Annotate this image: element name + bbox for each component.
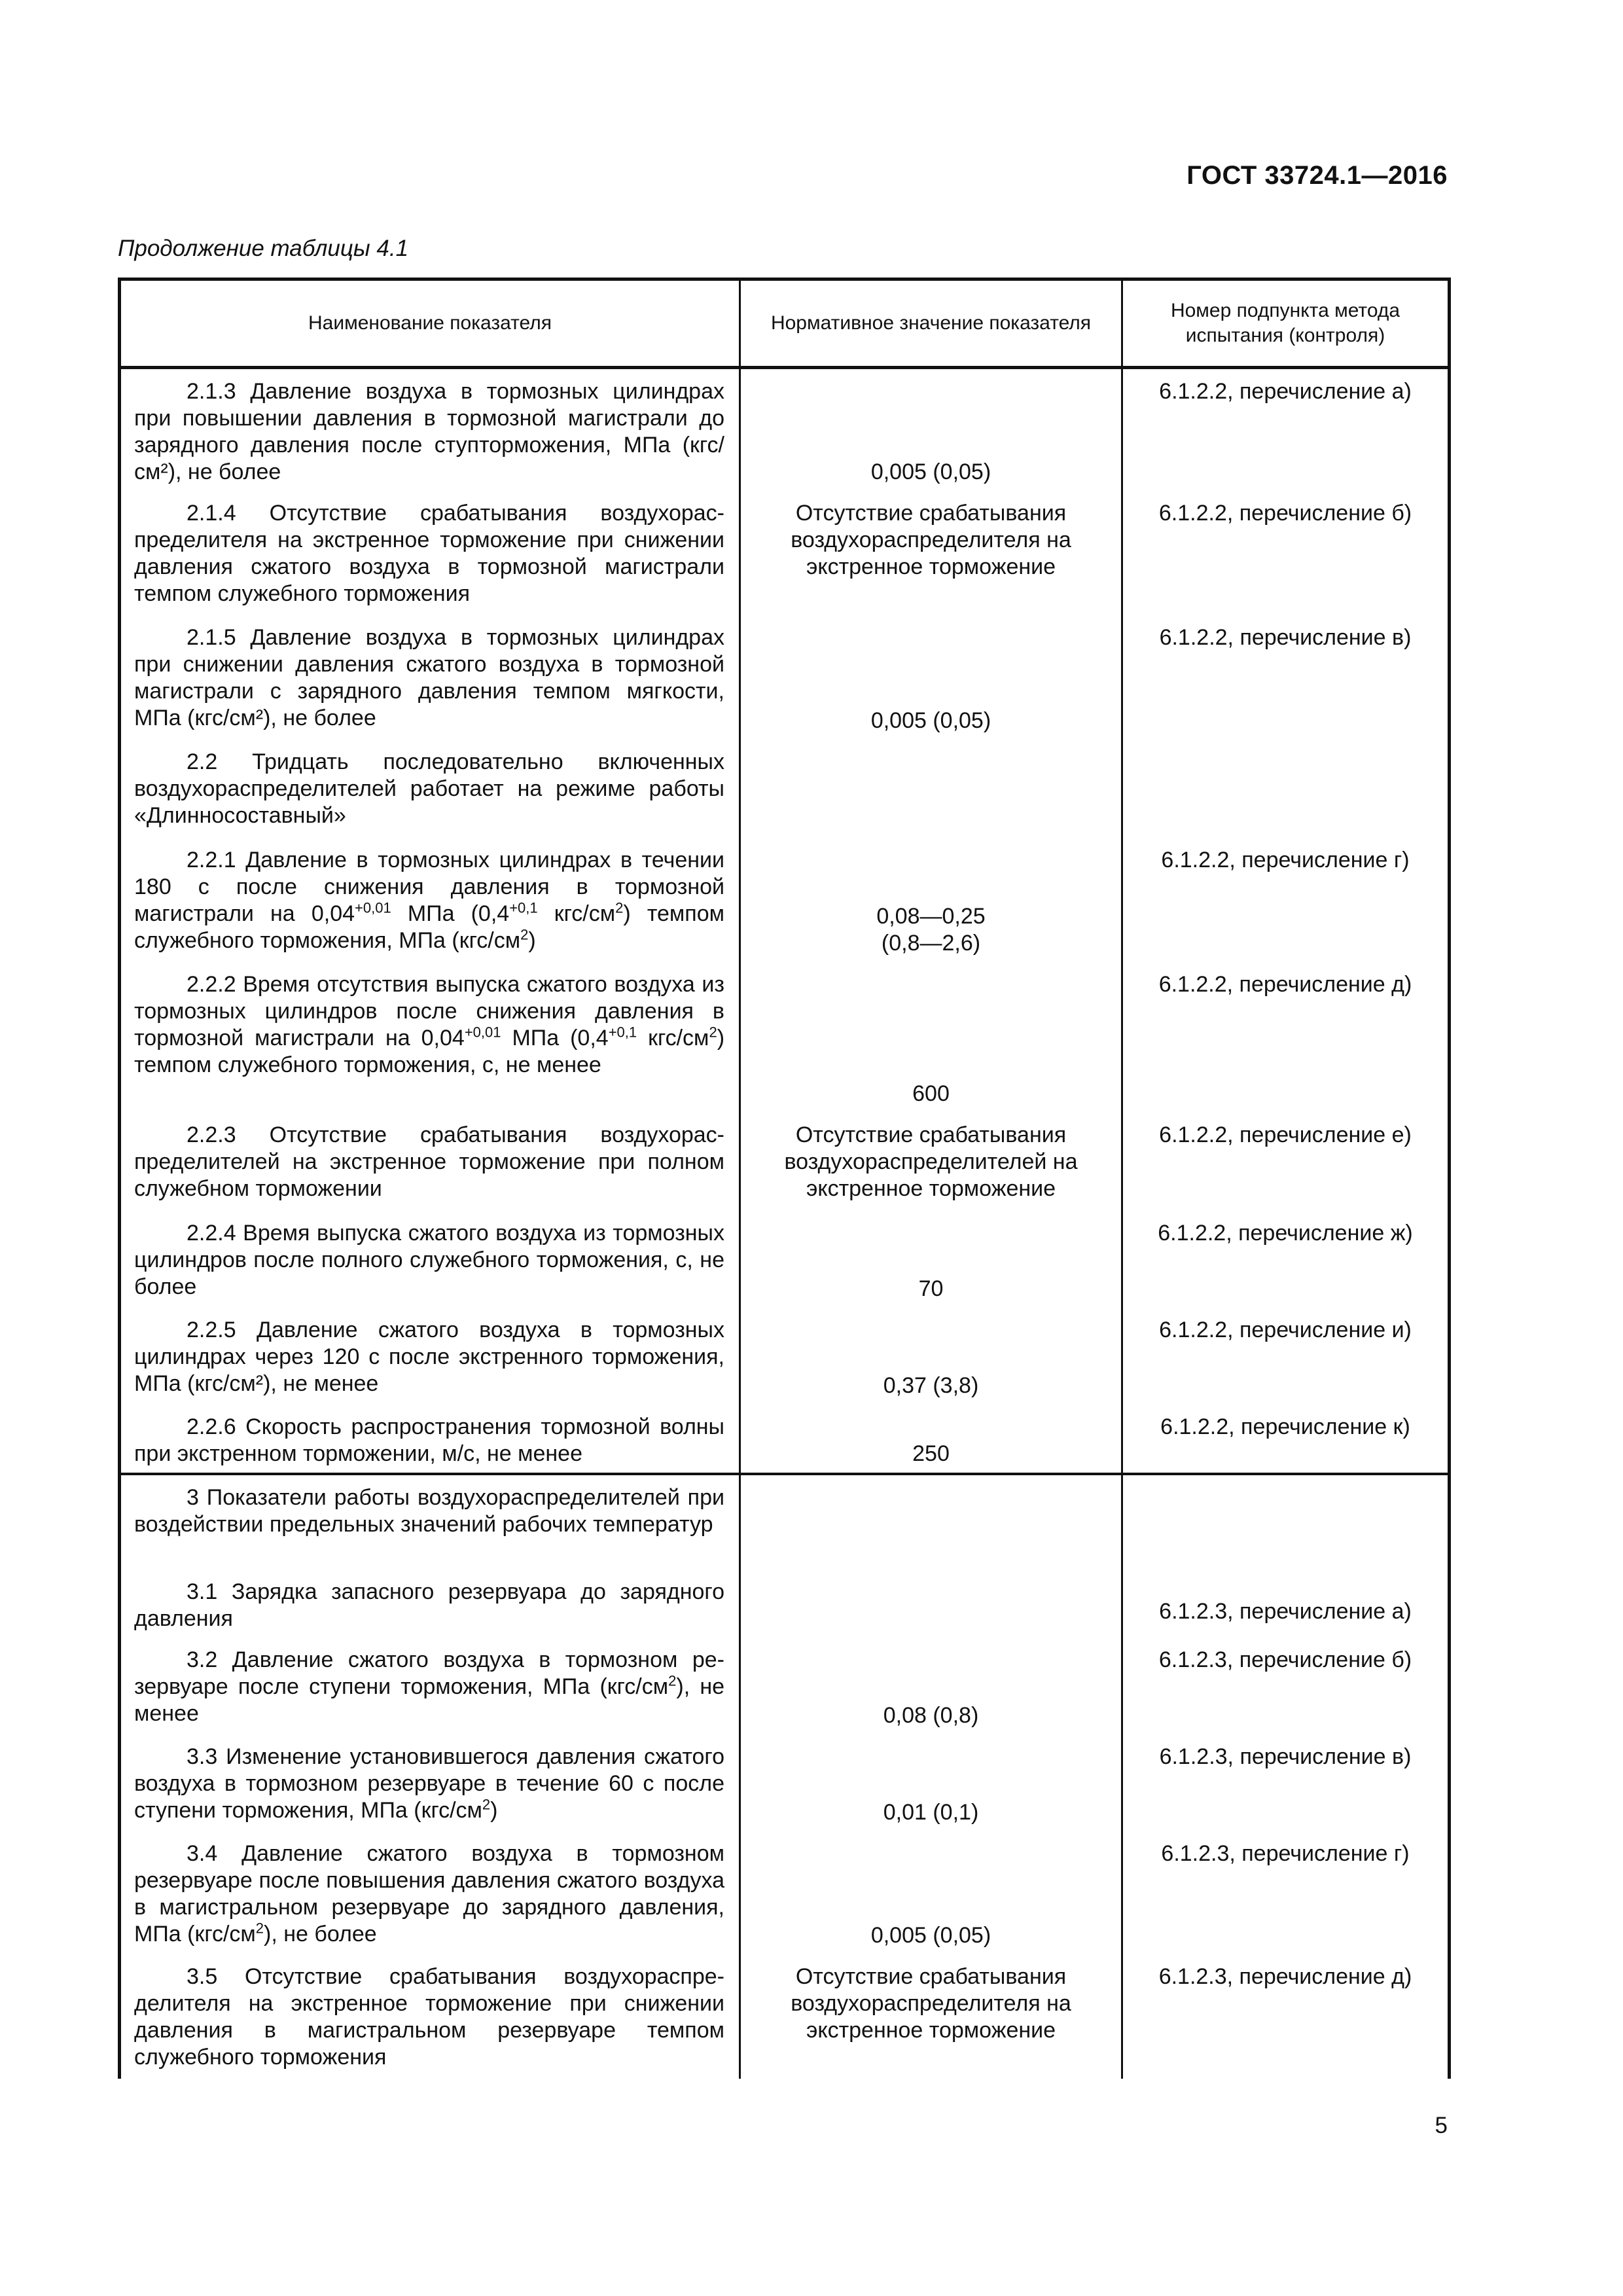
norm-cell: 0,37 (3,8): [740, 1308, 1122, 1405]
method-cell: 6.1.2.2, перечисление г): [1122, 838, 1450, 962]
method-cell: 6.1.2.3, перечисление в): [1122, 1734, 1450, 1831]
indicator-cell: 2.2.1 Давление в тормозных цилиндрах в течении 180 с после снижения давления в тормозной магистрали на $0,04^{+0,01}$ МПа ($0,4^{+0,1}$ кгс/$см^2$) темпом служебного торможения, МПа $(кгс/см^2)$: [120, 838, 740, 962]
indicator-cell: 3.5 Отсутствие срабатывания воздухораспределителя на экстренное торможение при снижении давления в магистральном резервуаре темпом служебного торможения: [120, 1954, 740, 2079]
norm-cell: 600: [740, 962, 1122, 1113]
norm-cell: [740, 838, 1122, 962]
method-cell: 6.1.2.2, перечисление д): [1122, 962, 1450, 1113]
table-row: [120, 1405, 1450, 1474]
norm-cell: Отсутствие срабатывания воздухораспределителя на экстренное торможение: [740, 1954, 1122, 2079]
indicator-cell: 3.3 Изменение установившегося давления сжатого воздуха в тормозном резервуаре в течение 60 с после ступени торможения, МПа $(кгс/см^2)$: [120, 1734, 740, 1831]
indicator-cell: 2.2.4 Время выпуска сжатого воздуха из тормозных цилиндров после полного служебного торможения, с, не более: [120, 1211, 740, 1308]
method-cell: 6.1.2.2, перечисление а): [1122, 368, 1450, 492]
method-cell: 6.1.2.3, перечисление а): [1122, 1570, 1450, 1638]
table-row: [120, 368, 1450, 492]
table-row: [120, 1734, 1450, 1831]
indicator-cell: 3.4 Давление сжатого воздуха в тормозном резервуаре после повышения давления сжатого воздуха в магистральном резервуаре до зарядного давления, МПа $(кгс/см^2)$, не более: [120, 1831, 740, 1954]
norm-cell: [740, 1570, 1122, 1638]
method-cell: 6.1.2.3, перечисление г): [1122, 1831, 1450, 1954]
table-row: [120, 491, 1450, 615]
norm-cell: 0,01 (0,1): [740, 1734, 1122, 1831]
indicator-cell: 3.2 Давление сжатого воздуха в тормозном резервуаре после ступени торможения, МПа $(кгс/см^2)$, не менее: [120, 1638, 740, 1734]
method-cell: 6.1.2.2, перечисление б): [1122, 491, 1450, 615]
method-cell: 6.1.2.2, перечисление ж): [1122, 1211, 1450, 1308]
norm-cell: 0,08 (0,8): [740, 1638, 1122, 1734]
indicator-cell: 2.2.2 Время отсутствия выпуска сжатого воздуха из тормозных цилиндров после снижения давления в тормозной магистрали на $0,04^{+0,01}$ МПа ($0,4^{+0,1}$ кгс/$см^2$) темпом служебного торможения, с, не менее: [120, 962, 740, 1113]
method-cell: 6.1.2.2, перечисление к): [1122, 1405, 1450, 1474]
table-row: [120, 1954, 1450, 2079]
table-header-row: [120, 279, 1450, 368]
table-row: [120, 1638, 1450, 1734]
norm-cell: Отсутствие срабатывания воздухораспределителя на экстренное торможение: [740, 491, 1122, 615]
table-row: [120, 1211, 1450, 1308]
norm-range-mpa: 0,08—0,25: [876, 904, 986, 929]
table-row: [120, 1831, 1450, 1954]
column-header-indicator: Наименование показателя: [120, 279, 740, 368]
table-row: [120, 1113, 1450, 1211]
norm-cell: 70: [740, 1211, 1122, 1308]
table-row: [120, 962, 1450, 1113]
table-row: [120, 838, 1450, 962]
indicator-cell: 3.1 Зарядка запасного резервуара до зарядного давления: [120, 1570, 740, 1638]
indicator-cell: 2.2 Тридцать последовательно включенных воздухораспределителей работает на режиме работы «Длинносоставный»: [120, 740, 740, 838]
norm-cell: 250: [740, 1405, 1122, 1474]
table-continuation-caption: Продолжение таблицы 4.1: [118, 236, 409, 261]
indicator-cell: 2.2.5 Давление сжатого воздуха в тормозных цилиндрах через 120 с после экстренного торможения, МПа (кгс/см²), не менее: [120, 1308, 740, 1405]
norm-cell: 0,005 (0,05): [740, 615, 1122, 740]
norm-cell: Отсутствие срабатывания воздухораспределителей на экстренное торможение: [740, 1113, 1122, 1211]
method-cell: [1122, 740, 1450, 838]
indicator-cell: 2.1.5 Давление воздуха в тормозных цилиндрах при снижении давления сжатого воздуха в тормозной магистрали с зарядного давления темпом мягкости, МПа (кгс/см²), не более: [120, 615, 740, 740]
indicator-cell: 2.2.6 Скорость распространения тормозной волны при экстренном торможении, м/с, не менее: [120, 1405, 740, 1474]
table-row: [120, 1570, 1450, 1638]
norm-range-kgs: (0,8—2,6): [881, 931, 981, 956]
norm-cell: [740, 1474, 1122, 1570]
method-cell: 6.1.2.3, перечисление д): [1122, 1954, 1450, 2079]
table-row: [120, 740, 1450, 838]
column-header-method: Номер подпункта метода испытания (контроля): [1122, 279, 1450, 368]
indicator-cell: 2.2.3 Отсутствие срабатывания воздухораспределителей на экстренное торможение при полном служебном торможении: [120, 1113, 740, 1211]
column-header-norm: Нормативное значение показателя: [740, 279, 1122, 368]
indicator-cell: 2.1.4 Отсутствие срабатывания воздухораспределителя на экстренное торможение при снижении давления сжатого воздуха в тормозной магистрали темпом служебного торможения: [120, 491, 740, 615]
method-cell: 6.1.2.2, перечисление е): [1122, 1113, 1450, 1211]
table-row: [120, 1474, 1450, 1570]
norm-cell: [740, 740, 1122, 838]
method-cell: [1122, 1474, 1450, 1570]
indicator-cell: 3 Показатели работы воздухораспределителей при воздействии предельных значений рабочих температур: [120, 1474, 740, 1570]
page-number: 5: [1435, 2113, 1448, 2138]
norm-cell: 0,005 (0,05): [740, 368, 1122, 492]
norm-cell: 0,005 (0,05): [740, 1831, 1122, 1954]
method-cell: 6.1.2.2, перечисление в): [1122, 615, 1450, 740]
indicator-cell: 2.1.3 Давление воздуха в тормозных цилиндрах при повышении давления в тормозной магистрали до зарядного давления после ступторможения, МПа (кгс/см²), не более: [120, 368, 740, 492]
table-row: [120, 1308, 1450, 1405]
table-row: [120, 615, 1450, 740]
indicators-table: [118, 278, 1451, 2079]
method-cell: 6.1.2.3, перечисление б): [1122, 1638, 1450, 1734]
standard-code: ГОСТ 33724.1—2016: [1186, 161, 1448, 190]
method-cell: 6.1.2.2, перечисление и): [1122, 1308, 1450, 1405]
